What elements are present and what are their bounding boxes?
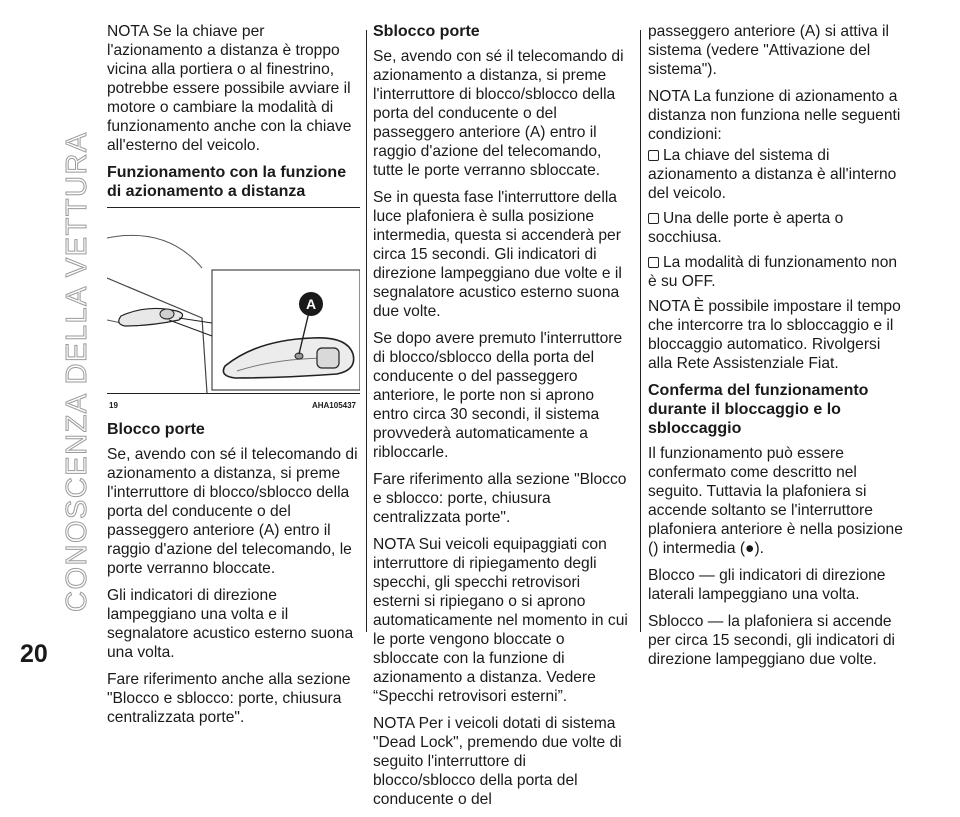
bullet-text: Una delle porte è aperta o socchiusa. (648, 210, 844, 246)
paragraph-lock-indicators: Gli indicatori di direzione lampeggiano una volta e il segnalatore acustico esterno suona una volta. (107, 587, 354, 661)
page-number: 20 (20, 640, 48, 668)
heading-door-lock: Blocco porte (107, 421, 205, 438)
list-item (648, 146, 903, 203)
list-item (648, 209, 903, 247)
bullet-text: La modalità di funzionamento non è su OFF. (648, 254, 898, 290)
list-item (648, 253, 903, 291)
paragraph-unlock-reference: Fare riferimento alla sezione "Blocco e sblocco: porte, chiusura centralizzata porte". (373, 471, 627, 526)
bullet-text: La chiave del sistema di azionamento a distanza è all'interno del veicolo. (648, 147, 897, 202)
door-handle-illustration (107, 208, 360, 393)
column-2 (373, 22, 628, 817)
paragraph-confirmation: Il funzionamento può essere confermato come descritto nel seguito. Tuttavia la plafoniera si accende soltanto se l'interruttore plafoniera anteriore è nella posizione () intermedia (●). (648, 445, 903, 557)
paragraph-unlock-courtesy-light: Se in questa fase l'interruttore della luce plafoniera è sulla posizione intermedia, questa si accenderà per circa 15 secondi. Gli indicatori di direzione lampeggiano due volte e il segnalatore acustico esterno suona due volte. (373, 189, 622, 320)
column-divider-2 (640, 30, 641, 632)
callout-a-label: A (305, 296, 317, 312)
note-dead-lock: NOTA Per i veicoli dotati di sistema "Dead Lock", premendo due volte di seguito l'interruttore di blocco/sblocco della porta del conducente o del (373, 715, 622, 808)
note-remote-conditions: NOTA La funzione di azionamento a distanza non funziona nelle seguenti condizioni: (648, 88, 901, 143)
paragraph-dead-lock-continued: passeggero anteriore (A) si attiva il sistema (vedere "Attivazione del sistema"). (648, 23, 889, 78)
column-1 (107, 22, 360, 735)
paragraph-lock-procedure: Se, avendo con sé il telecomando di azionamento a distanza, si preme l'interruttore di blocco/sblocco della porta del conducente o del passeggero anteriore (A) entro il raggio d'azione del telecomando, le porte verranno bloccate. (107, 446, 358, 577)
section-side-title: CONOSCENZA DELLA VETTURA (61, 131, 93, 612)
figure-caption (107, 393, 360, 408)
heading-operation-confirmation: Conferma del funzionamento durante il bloccaggio e lo sbloccaggio (648, 382, 869, 437)
door-handle-figure (107, 207, 360, 393)
checkbox-bullet-icon (648, 150, 659, 161)
note-mirror-folding: NOTA Sui veicoli equipaggiati con interruttore di ripiegamento degli specchi, gli specchi retrovisori esterni si ripiegano o si aprono automaticamente nel momento in cui le porte vengono bloccate o sbloccate con la funzione di azionamento a distanza. Vedere “Specchi retrovisori esterni”. (373, 536, 628, 705)
paragraph-unlock-relock: Se dopo avere premuto l'interruttore di blocco/sblocco della porta del conducente o del passeggero anteriore, le porte non si aprono entro circa 30 secondi, il sistema provvederà automaticamente a ribloccarle. (373, 330, 623, 461)
column-3 (648, 22, 903, 677)
note-auto-relock-time: NOTA È possibile impostare il tempo che intercorre tra lo sbloccaggio e il bloccaggio automatico. Rivolgersi alla Rete Assistenziale Fiat. (648, 298, 901, 372)
column-divider-1 (366, 30, 367, 632)
figure-number: 19 (109, 401, 118, 410)
checkbox-bullet-icon (648, 213, 659, 224)
checkbox-bullet-icon (648, 257, 659, 268)
paragraph-lock-reference: Fare riferimento anche alla sezione "Blocco e sblocco: porte, chiusura centralizzata porte". (107, 671, 351, 726)
paragraph-unlock-confirmation: Sblocco — la plafoniera si accende per circa 15 secondi, gli indicatori di direzione lampeggiano due volte. (648, 613, 896, 668)
paragraph-lock-confirmation: Blocco — gli indicatori di direzione laterali lampeggiano una volta. (648, 567, 886, 603)
heading-remote-function: Funzionamento con la funzione di azionamento a distanza (107, 164, 347, 200)
figure-code: AHA105437 (311, 401, 356, 410)
heading-door-unlock: Sblocco porte (373, 23, 480, 40)
note-remote-key-proximity: NOTA Se la chiave per l'azionamento a distanza è troppo vicina alla portiera o al finestrino, potrebbe essere possibile avviare il motore o cambiare la modalità di funzionamento anche con la chiave all'esterno del veicolo. (107, 23, 352, 154)
paragraph-unlock-procedure: Se, avendo con sé il telecomando di azionamento a distanza, si preme l'interruttore di blocco/sblocco della porta del conducente o del passeggero anteriore (A) entro il raggio d'azione del telecomando, tutte le porte verranno sbloccate. (373, 48, 624, 179)
